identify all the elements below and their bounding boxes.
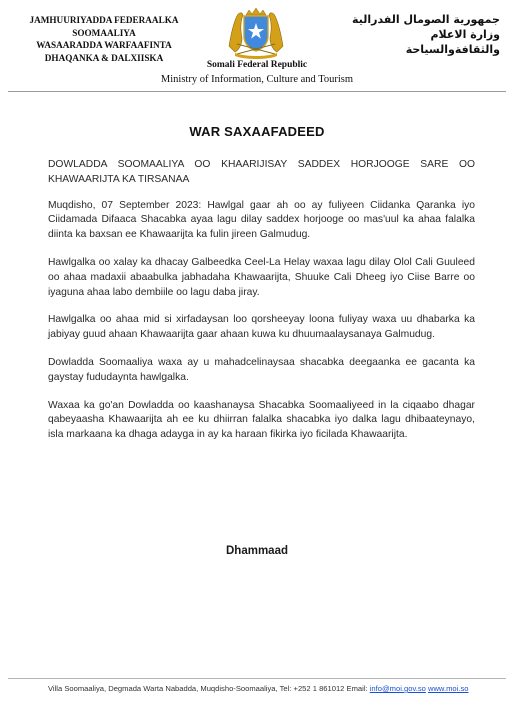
header-divider [8,91,506,92]
letterhead [0,0,514,96]
body-paragraph: Muqdisho, 07 September 2023: Hawlgal gaar ah oo ay fuliyeen Ciidanka Qaranka iyo Ciidamada Difaaca Shacabka ayaa lagu dilay saddex horjooge oo mas'uul ka ahaa falalka diinta ka baxsan ee Khawaarijta ka fulin jireen Galmudug. [48,199,475,241]
footer [48,684,488,693]
letterhead-line: DHAQANKA & DALXIISKA [44,52,164,63]
somalia-coat-of-arms-icon [225,6,287,60]
letterhead-line: SOOMAALIYA [72,27,136,38]
document-body [48,158,475,456]
body-paragraph: Waxaa ka go'an Dowladda oo kaashanaysa Shacabka Soomaaliyeed in la ciqaabo dhagar qabeyaasha Khawaarijta ah ee ku dhiirran falalka shacabka iyo dalka lagu dhibaateynayo, isla markaana ka dhaga adayga in ay ka haraan fikirka iyo ficilada Khawaarijta. [48,399,475,441]
body-paragraph: Dowladda Soomaaliya waxa ay u mahadcelinaysaa shacabka deegaanka ee gacanta ka gaystay fududaynta hawlgalka. [48,356,475,383]
body-paragraph: Hawlgalka oo ahaa mid si xirfadaysan loo qorsheeyay loona fuliyay waxa uu dhabarka ka jabiyay guud ahaan Khawaarijta gaar ahaan kuwa ku dhuumaalaysanaya Galmudug. [48,314,475,341]
closing-text: Dhammaad [226,545,288,557]
letterhead-arabic-line: جمهورية الصومال الفدرالية [352,13,500,26]
letterhead-arabic-text [330,12,500,57]
letterhead-arabic-line: والثقافةوالسياحة [405,43,500,56]
footer-divider [8,678,506,679]
letterhead-somali-text [14,14,194,64]
letterhead-line: JAMHUURIYADDA FEDERAALKA [29,15,179,25]
footer-address: Villa Soomaaliya, Degmada Warta Nabadda, Muqdisho-Soomaaliya, Tel: +252 1 861012 Email: [48,684,370,693]
body-paragraph: Hawlgalka oo xalay ka dhacay Galbeedka Ceel-La Helay waxaa lagu dilay Olol Cali Guuleed oo ahaa madaxii abaabulka jabhadaha Khawaarijta, Shuuke Cali Dheeg iyo Ciise Barre oo iyaguna ahaa labo dembiile oo lagu daba jiray. [48,256,475,298]
letterhead-line: WASAARADDA WARFAAFINTA [36,40,172,51]
footer-website-link[interactable]: www.moi.so [427,684,469,693]
headline: DOWLADDA SOOMAALIYA OO KHAARIJISAY SADDEX HORJOOGE SARE OO KHAWAARIJTA KA TIRSANAA [48,159,475,185]
footer-email-link[interactable]: info@moi.gov.so [369,684,426,693]
letterhead-arabic-line: وزارة الاعلام [430,28,500,41]
document-title: WAR SAXAAFADEED [189,124,325,139]
ministry-name: Ministry of Information, Culture and Tourism [160,74,354,85]
republic-name: Somali Federal Republic [206,60,308,70]
